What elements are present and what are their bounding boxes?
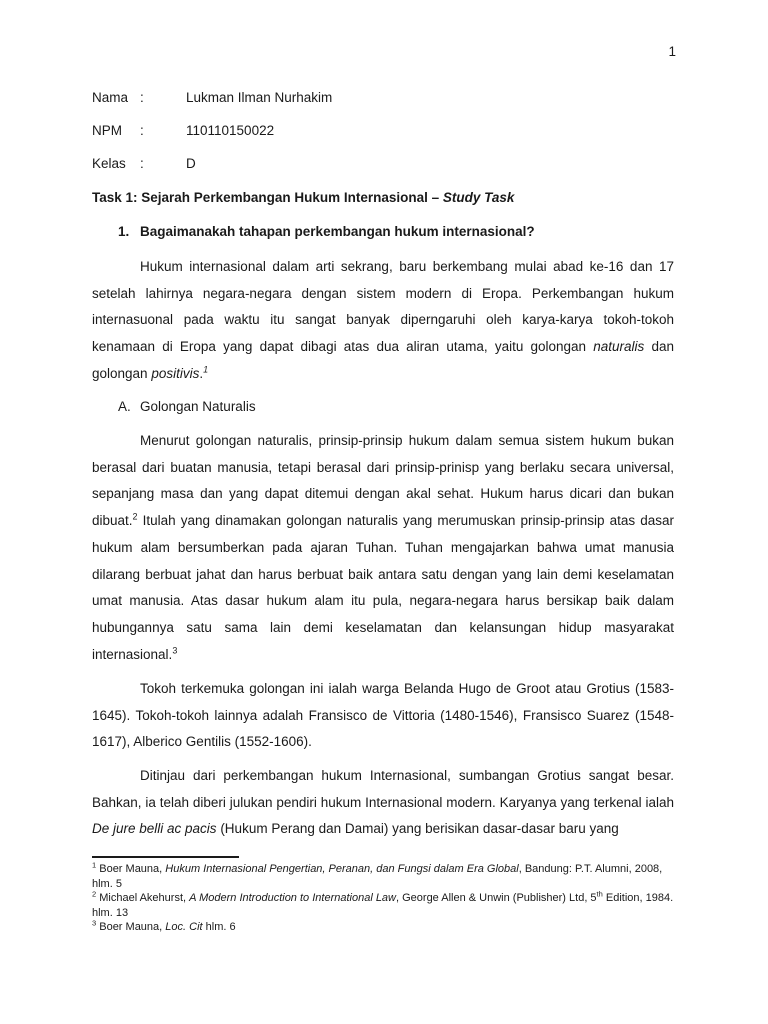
footnote-text: , Bandung: P.T. Alumni, 2008, hlm. 5 bbox=[92, 863, 663, 890]
paragraph-intro bbox=[92, 254, 674, 388]
footnote-ref: 1 bbox=[203, 364, 209, 375]
footnote-title: A Modern Introduction to International Law bbox=[189, 892, 396, 904]
footnote-author: Boer Mauna, bbox=[99, 863, 166, 875]
italic-title: De jure belli ac pacis bbox=[92, 821, 217, 837]
paragraph-grotius: Tokoh terkemuka golongan ini ialah warga Belanda Hugo de Groot atau Grotius (1583-1645). Tokoh-tokoh lainnya adalah Fransisco de Vittoria (1480-1546), Fransisco Suarez (1548-1617), Alberico Gentilis (1552-1606). bbox=[92, 681, 674, 750]
footnote-number: 2 bbox=[92, 889, 97, 899]
meta-value-class: D bbox=[186, 156, 196, 171]
text-run: Ditinjau dari perkembangan hukum Internasional, sumbangan Grotius sangat besar. Bahkan, ia telah diberi julukan pendiri hukum Internasional modern. Karyanya yang terkenal ialah bbox=[92, 768, 674, 810]
meta-colon: : bbox=[140, 90, 144, 105]
meta-label: NPM bbox=[92, 123, 122, 138]
footnote-separator bbox=[92, 856, 239, 858]
footnote-ref: 2 bbox=[132, 511, 138, 522]
section-heading bbox=[118, 399, 256, 414]
footnote-author: Boer Mauna, bbox=[99, 921, 166, 933]
footnote-title: Loc. Cit bbox=[165, 921, 203, 933]
text-run: dan golongan bbox=[92, 339, 675, 381]
meta-value-name: Lukman Ilman Nurhakim bbox=[186, 90, 333, 105]
footnote-number: 3 bbox=[92, 918, 97, 928]
section-letter: A. bbox=[118, 399, 131, 414]
footnote-2 bbox=[92, 891, 674, 920]
question-text: Bagaimanakah tahapan perkembangan hukum internasional? bbox=[140, 224, 535, 239]
paragraph-contribution bbox=[92, 763, 674, 843]
footnote-number: 1 bbox=[92, 860, 97, 870]
footnote-author: Michael Akehurst, bbox=[99, 892, 190, 904]
question-heading bbox=[118, 224, 535, 239]
text-run: (Hukum Perang dan Damai) yang berisikan dasar-dasar baru yang bbox=[216, 821, 619, 837]
footnote-title: Hukum Internasional Pengertian, Peranan, dan Fungsi dalam Era Global bbox=[165, 863, 519, 875]
task-title: Task 1: Sejarah Perkembangan Hukum Internasional – bbox=[92, 190, 443, 205]
italic-term: naturalis bbox=[593, 339, 645, 355]
italic-term: positivis bbox=[151, 365, 200, 381]
footnote-ref: 3 bbox=[172, 645, 178, 656]
section-title: Golongan Naturalis bbox=[140, 399, 256, 414]
footnote-text: hlm. 6 bbox=[202, 921, 236, 933]
meta-colon: : bbox=[140, 123, 144, 138]
text-run: . bbox=[199, 365, 204, 381]
task-heading bbox=[92, 190, 514, 205]
footnote-1 bbox=[92, 862, 674, 891]
meta-label: Kelas bbox=[92, 156, 126, 171]
meta-value-npm: 110110150022 bbox=[186, 123, 275, 138]
meta-label: Nama bbox=[92, 90, 129, 105]
question-number: 1. bbox=[118, 224, 130, 239]
page-number: 1 bbox=[668, 44, 676, 59]
paragraph-naturalis bbox=[92, 428, 674, 668]
text-run: Hukum internasional dalam arti sekrang, baru berkembang mulai abad ke-16 dan 17 setelah lahirnya negara-negara dengan sistem modern di Eropa. Perkembangan hukum internasuonal pada waktu itu sangat banyak diperngaruhi oleh karya-karya tokoh-tokoh kenamaan di Eropa yang dapat dibagi atas dua aliran utama, yaitu golongan bbox=[92, 259, 674, 355]
footnote-3 bbox=[92, 920, 674, 935]
text-run: Menurut golongan naturalis, prinsip-prinsip hukum dalam semua sistem hukum bukan berasal dari buatan manusia, tetapi berasal dari prinsip-prinisp yang berlaku secara universal, sepanjang masa dan yang dapat ditemui dengan akal sehat. Hukum harus dicari dan bukan dibuat. bbox=[92, 433, 674, 529]
task-title-italic: Study Task bbox=[442, 190, 515, 205]
footnote-text: Edition, 1984. hlm. 13 bbox=[92, 892, 674, 919]
footnote-text: , George Allen & Unwin (Publisher) Ltd, 5 bbox=[396, 892, 597, 904]
meta-colon: : bbox=[140, 156, 144, 171]
footnote-superscript: th bbox=[596, 889, 603, 899]
text-run: Itulah yang dinamakan golongan naturalis yang merumuskan prinsip-prinsip atas dasar hukum alam bersumberkan pada ajaran Tuhan. Tuhan mengajarkan bahwa umat manusia dilarang berbuat jahat dan harus berbuat baik antara satu dengan yang lain demi keselamatan umat manusia. Atas dasar hukum alam itu pula, negara-negara harus bersikap baik dalam hubungannya satu sama lain demi keselamatan dan kelansungan hidup masyarakat internasional. bbox=[92, 513, 674, 662]
